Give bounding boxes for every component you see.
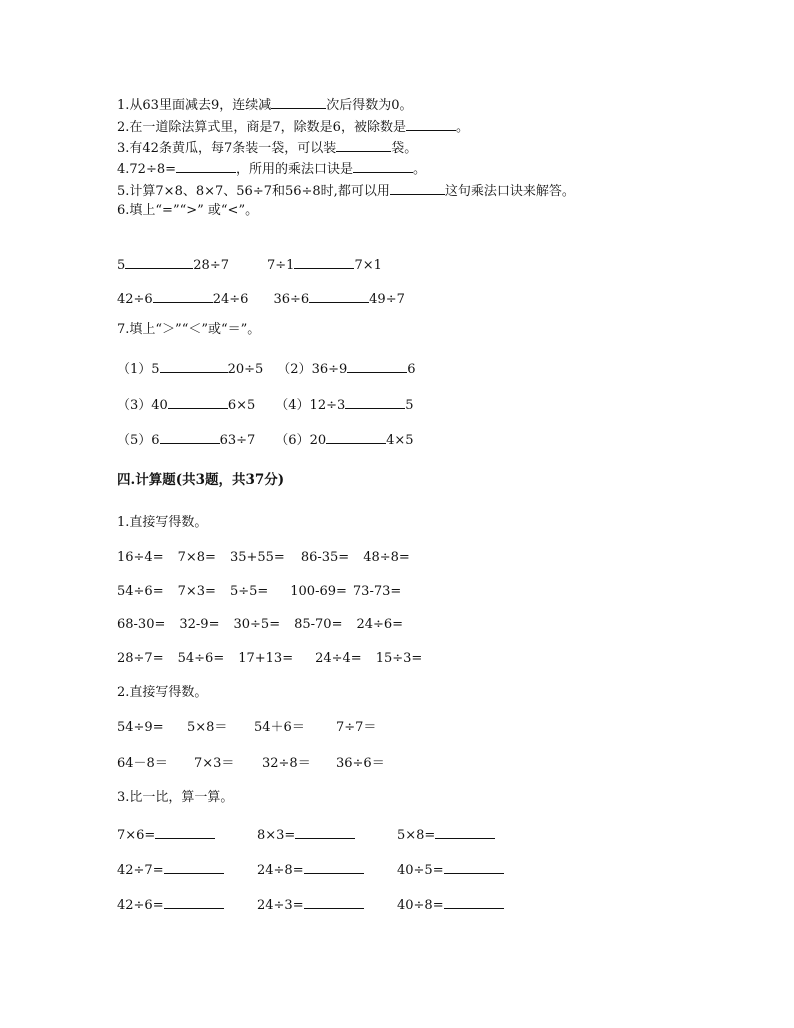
expression: 24÷3= (257, 898, 304, 913)
expression: 32-9= (179, 617, 220, 632)
calc-1-title: 1.直接写得数。 (117, 515, 208, 530)
expression: 7×6= (117, 828, 156, 843)
answer-blank[interactable] (309, 290, 369, 303)
calc-1-row-3 (117, 617, 403, 633)
section-heading: 四.计算题(共3题，共37分) (117, 472, 285, 488)
answer-blank[interactable] (406, 118, 456, 131)
answer-blank[interactable] (176, 160, 236, 173)
q2-text-end: 。 (455, 120, 469, 135)
expression: 32÷8＝ (262, 756, 311, 771)
calc-3-row-3 (117, 896, 504, 914)
compare-left: 36÷9 (311, 362, 348, 377)
expression: 68-30= (117, 617, 166, 632)
question-6-row-2 (117, 290, 405, 308)
answer-blank[interactable] (125, 256, 193, 269)
question-4 (117, 160, 426, 178)
question-6-row-1 (117, 256, 382, 274)
calc-2-title: 2.直接写得数。 (117, 685, 208, 700)
compare-right: 6×5 (227, 398, 256, 413)
q1-text: 1.从63里面减去9，连续减 (117, 98, 272, 113)
compare-right: 20÷5 (227, 362, 264, 377)
expression: 40÷8= (397, 898, 444, 913)
q2-text: 2.在一道除法算式里，商是7，除数是6，被除数是 (117, 120, 406, 135)
compare-right: 24÷6 (212, 292, 249, 307)
answer-blank[interactable] (444, 861, 504, 874)
compare-left: 12÷3 (309, 398, 346, 413)
compare-right: 6 (407, 362, 416, 377)
compare-left: 36÷6 (273, 292, 310, 307)
expression: 48÷8= (363, 550, 410, 565)
answer-blank[interactable] (304, 896, 364, 909)
compare-left: 6 (151, 433, 160, 448)
compare-right: 49÷7 (369, 292, 405, 307)
answer-blank[interactable] (153, 290, 213, 303)
expression: 42÷7= (117, 863, 164, 878)
item-number: （6） (275, 433, 310, 448)
q3-text: 3.有42条黄瓜，每7条装一袋，可以装 (117, 141, 337, 156)
q4-text-mid: ，所用的乘法口诀是 (236, 162, 354, 177)
calc-1-row-4 (117, 651, 422, 667)
expression: 54＋6＝ (254, 720, 305, 735)
q4-text-end: 。 (413, 162, 427, 177)
expression: 7×3＝ (194, 756, 235, 771)
compare-left: 7÷1 (267, 258, 295, 273)
question-5 (117, 182, 575, 200)
answer-blank[interactable] (160, 360, 228, 373)
question-6-title: 6.填上“=”“>” 或“<”。 (117, 203, 259, 218)
expression: 54÷6= (117, 584, 164, 599)
expression: 7÷7＝ (336, 720, 377, 735)
compare-right: 7×1 (354, 258, 382, 273)
compare-right: 63÷7 (219, 433, 256, 448)
expression: 5×8= (397, 828, 436, 843)
q5-text: 5.计算7×8、8×7、56÷7和56÷8时,都可以用 (117, 184, 390, 199)
answer-blank[interactable] (435, 826, 495, 839)
expression: 35+55= (229, 550, 285, 565)
answer-blank[interactable] (336, 139, 391, 152)
expression: 7×8= (177, 550, 216, 565)
item-number: （1） (117, 362, 152, 377)
question-7-row-1 (117, 360, 416, 378)
expression: 24÷6= (356, 617, 404, 632)
q3-text-end: 袋。 (391, 141, 418, 156)
calc-3-title: 3.比一比，算一算。 (117, 790, 234, 805)
expression: 16÷4= (117, 550, 164, 565)
calc-2-row-2 (117, 756, 385, 772)
answer-blank[interactable] (444, 896, 504, 909)
calc-3-row-2 (117, 861, 504, 879)
calc-1-row-2 (117, 584, 401, 600)
compare-left: 20 (309, 433, 327, 448)
expression: 36÷6＝ (336, 756, 385, 771)
answer-blank[interactable] (168, 396, 228, 409)
answer-blank[interactable] (295, 826, 355, 839)
item-number: （2） (277, 362, 312, 377)
expression: 17+13= (238, 651, 294, 666)
expression: 86-35= (300, 550, 350, 565)
answer-blank[interactable] (345, 396, 405, 409)
expression: 100-69= (290, 584, 347, 599)
question-7-row-3 (117, 431, 414, 449)
expression: 24÷4= (315, 651, 362, 666)
expression: 64－8＝ (117, 756, 168, 771)
calc-3-row-1 (117, 826, 495, 844)
q5-text-end: 这句乘法口诀来解答。 (444, 184, 575, 199)
item-number: （5） (117, 433, 152, 448)
expression: 8×3= (257, 828, 296, 843)
q4-text: 4.72÷8= (117, 162, 177, 177)
expression: 15÷3= (375, 651, 423, 666)
answer-blank[interactable] (164, 861, 224, 874)
compare-right: 4×5 (386, 433, 414, 448)
answer-blank[interactable] (294, 256, 354, 269)
calc-2-row-1 (117, 720, 376, 736)
expression: 42÷6= (117, 898, 164, 913)
compare-left: 40 (151, 398, 168, 413)
answer-blank[interactable] (271, 96, 326, 109)
expression: 5÷5= (229, 584, 269, 599)
compare-left: 42÷6 (117, 292, 153, 307)
expression: 28÷7= (117, 651, 164, 666)
expression: 40÷5= (397, 863, 444, 878)
question-7-title: 7.填上“＞”“＜”或“＝”。 (117, 322, 261, 337)
answer-blank[interactable] (160, 431, 220, 444)
answer-blank[interactable] (326, 431, 386, 444)
answer-blank[interactable] (304, 861, 364, 874)
answer-blank[interactable] (353, 160, 413, 173)
expression: 5×8＝ (187, 720, 228, 735)
answer-blank[interactable] (347, 360, 407, 373)
expression: 30÷5= (233, 617, 281, 632)
compare-left: 5 (117, 258, 126, 273)
question-7-row-2 (117, 396, 414, 414)
answer-blank[interactable] (155, 826, 215, 839)
expression: 54÷9= (117, 720, 164, 735)
compare-right: 28÷7 (193, 258, 229, 273)
question-1 (117, 96, 413, 114)
compare-right: 5 (405, 398, 414, 413)
answer-blank[interactable] (390, 182, 445, 195)
question-3 (117, 139, 417, 157)
q1-text-end: 次后得数为0。 (326, 98, 413, 113)
expression: 7×3= (177, 584, 216, 599)
calc-1-row-1 (117, 550, 410, 566)
answer-blank[interactable] (164, 896, 224, 909)
item-number: （3） (117, 398, 152, 413)
question-2 (117, 118, 469, 136)
compare-left: 5 (151, 362, 160, 377)
expression: 24÷8= (257, 863, 304, 878)
expression: 73-73= (352, 584, 402, 599)
expression: 85-70= (294, 617, 343, 632)
expression: 54÷6= (177, 651, 225, 666)
item-number: （4） (275, 398, 310, 413)
